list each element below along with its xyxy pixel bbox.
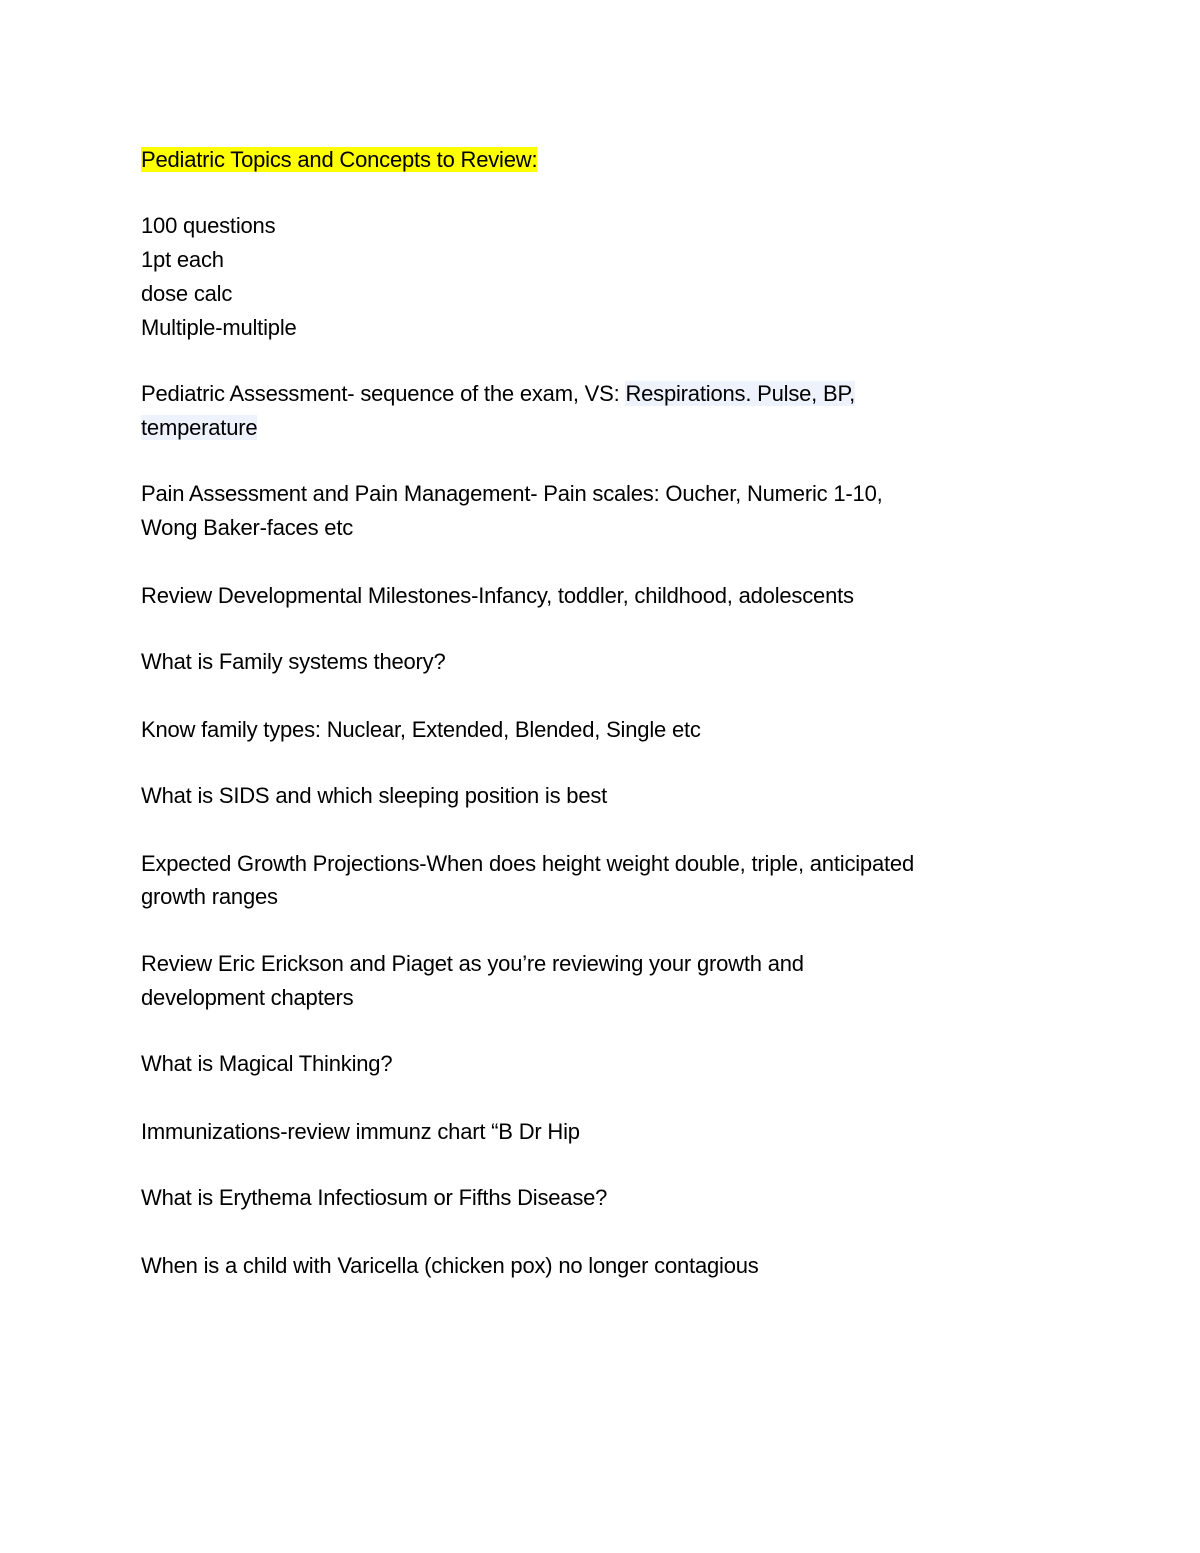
document-title: Pediatric Topics and Concepts to Review: (141, 147, 538, 172)
topic-pediatric-assessment: Pediatric Assessment- sequence of the exam, VS: Respirations. Pulse, BP, (141, 381, 856, 406)
topic-growth-cont: growth ranges (141, 884, 278, 909)
topic-erickson-cont: development chapters (141, 985, 354, 1010)
topic-growth: Expected Growth Projections-When does height weight double, triple, anticipated (141, 851, 914, 876)
topic-pediatric-assessment-cont: temperature (141, 415, 258, 440)
topic-erythema: What is Erythema Infectiosum or Fifths Disease? (141, 1185, 608, 1210)
topic-varicella: When is a child with Varicella (chicken pox) no longer contagious (141, 1253, 759, 1278)
exam-info-line: 100 questions (141, 213, 276, 238)
topic-erickson: Review Eric Erickson and Piaget as you’re reviewing your growth and (141, 951, 804, 976)
topic-family-theory: What is Family systems theory? (141, 649, 446, 674)
topic-family-types: Know family types: Nuclear, Extended, Blended, Single etc (141, 717, 701, 742)
exam-info-line: 1pt each (141, 247, 224, 272)
topic-magical-thinking: What is Magical Thinking? (141, 1051, 393, 1076)
topic-pain: Pain Assessment and Pain Management- Pain scales: Oucher, Numeric 1-10, (141, 481, 883, 506)
topic-milestones: Review Developmental Milestones-Infancy, toddler, childhood, adolescents (141, 583, 854, 608)
exam-info-line: Multiple-multiple (141, 315, 297, 340)
topic-sids: What is SIDS and which sleeping position is best (141, 783, 608, 808)
topic-immunizations: Immunizations-review immunz chart “B Dr Hip (141, 1119, 580, 1144)
exam-info-line: dose calc (141, 281, 233, 306)
topic-pain-cont: Wong Baker-faces etc (141, 515, 354, 540)
